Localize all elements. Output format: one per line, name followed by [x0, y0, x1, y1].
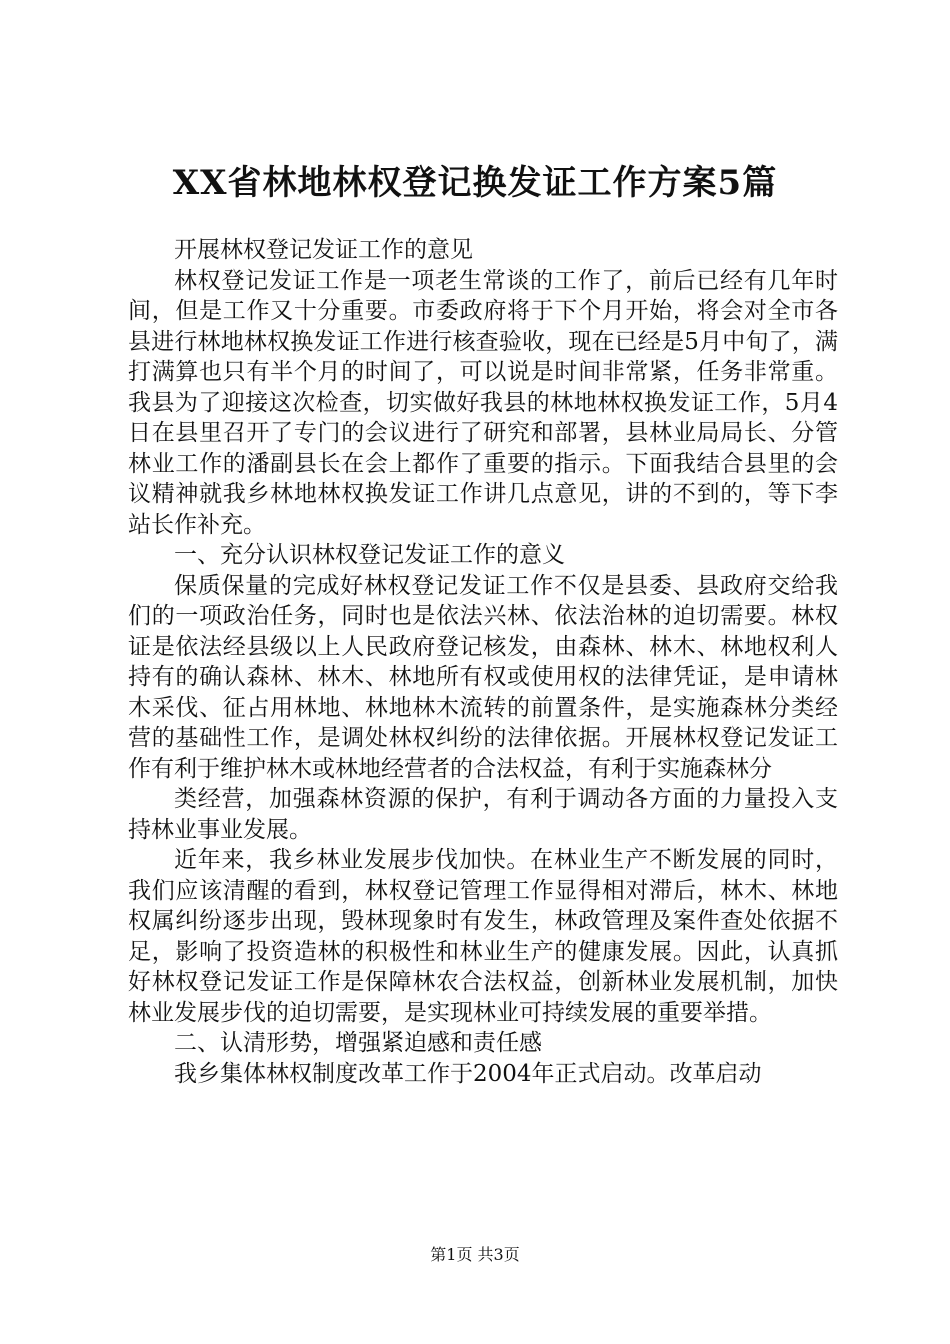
section-heading: 一、充分认识林权登记发证工作的意义 [174, 542, 565, 568]
section-heading: 开展林权登记发证工作的意见 [174, 237, 473, 263]
document-title: XX省林地林权登记换发证工作方案5篇 [172, 163, 778, 203]
body-paragraph: 类经营，加强森林资源的保护，有利于调动各方面的力量投入支持林业事业发展。 [128, 786, 838, 843]
body-paragraph: 我乡集体林权制度改革工作于2004年正式启动。改革启动 [174, 1060, 762, 1087]
body-paragraph: 近年来，我乡林业发展步伐加快。在林业生产不断发展的同时，我们应该清醒的看到，林权登记管理工作显得相对滞后，林木、林地权属纠纷逐步出现，毁林现象时有发生，林政管理及案件查处依据不足，影响了投资造林的积极性和林业生产的健康发展。因此，认真抓好林权登记发证工作是保障林农合法权益，创新林业发展机制，加快林业发展步伐的迫切需要，是实现林业可持续发展的重要举措。 [128, 847, 838, 1026]
page-footer: 第1页 共3页 [430, 1245, 520, 1264]
document-body [128, 235, 838, 1089]
body-paragraph: 林权登记发证工作是一项老生常谈的工作了，前后已经有几年时间，但是工作又十分重要。市委政府将于下个月开始，将会对全市各县进行林地林权换发证工作进行核查验收，现在已经是5月中旬了，满打满算也只有半个月的时间了，可以说是时间非常紧，任务非常重。我县为了迎接这次检查，切实做好我县的林地林权换发证工作，5月4日在县里召开了专门的会议进行了研究和部署，县林业局局长、分管林业工作的潘副县长在会上都作了重要的指示。下面我结合县里的会议精神就我乡林地林权换发证工作讲几点意见，讲的不到的，等下李站长作补充。 [128, 267, 838, 538]
body-paragraph: 保质保量的完成好林权登记发证工作不仅是县委、县政府交给我们的一项政治任务，同时也是依法兴林、依法治林的迫切需要。林权证是依法经县级以上人民政府登记核发，由森林、林木、林地权利人持有的确认森林、林木、林地所有权或使用权的法律凭证，是申请林木采伐、征占用林地、林地林木流转的前置条件，是实施森林分类经营的基础性工作，是调处林权纠纷的法律依据。开展林权登记发证工作有利于维护林木或林地经营者的合法权益，有利于实施森林分 [128, 572, 838, 782]
section-heading: 二、认清形势，增强紧迫感和责任感 [174, 1030, 542, 1056]
